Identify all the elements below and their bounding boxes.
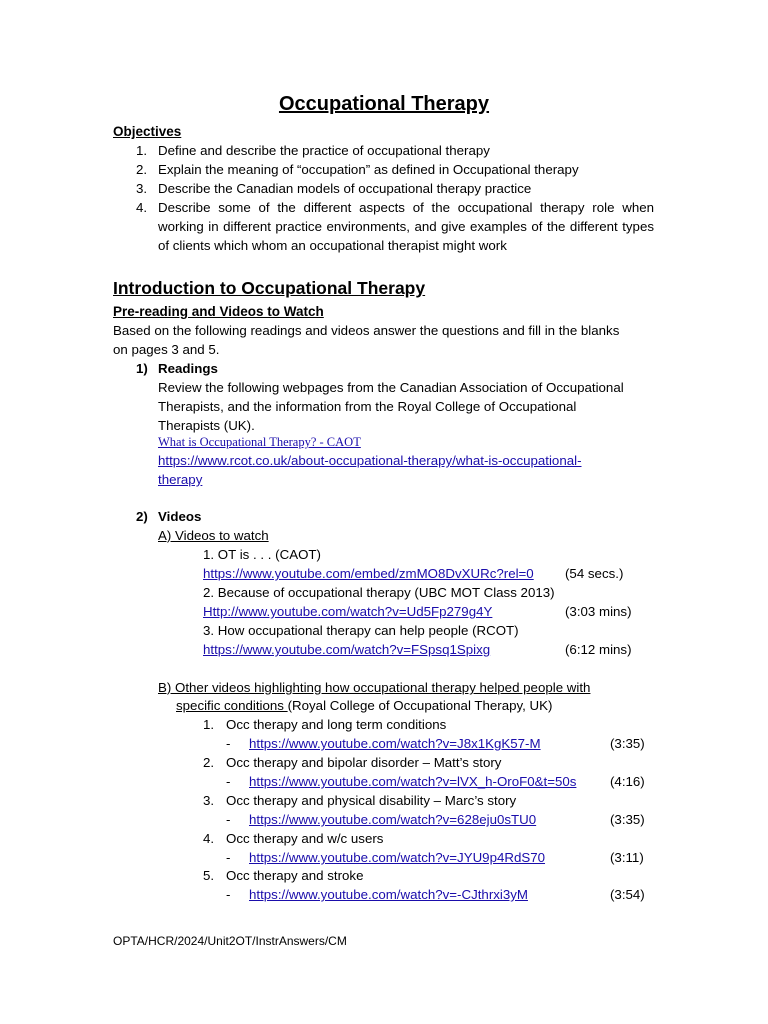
video-duration: (3:03 mins): [565, 604, 632, 619]
objective-number: 4.: [136, 200, 148, 215]
objective-text: Describe the Canadian models of occupational therapy practice: [158, 181, 532, 196]
rcot-link-continued[interactable]: therapy: [158, 472, 203, 487]
objective-text: Describe some of the different aspects of the occupational therapy role when working in different practice environments, and give examples of the different types of clients which whom an occupational therapist might work: [158, 200, 654, 253]
condition-label: Occ therapy and bipolar disorder – Matt’s story: [226, 755, 502, 770]
video-duration: (3:11): [610, 850, 644, 865]
video-duration: (6:12 mins): [565, 642, 632, 657]
condition-video-link[interactable]: https://www.youtube.com/watch?v=J8x1KgK57-M: [249, 736, 541, 751]
objective-number: 1.: [136, 143, 148, 158]
condition-label: Occ therapy and w/c users: [226, 831, 384, 846]
condition-label: Occ therapy and stroke: [226, 868, 364, 883]
instructions-text: on pages 3 and 5.: [113, 342, 220, 357]
condition-video-link[interactable]: https://www.youtube.com/watch?v=JYU9p4RdS70: [249, 850, 546, 865]
videos-b-heading-line2: [176, 696, 552, 715]
rcot-link[interactable]: https://www.rcot.co.uk/about-occupational-therapy/what-is-occupational-: [158, 453, 582, 468]
objective-number: 2.: [136, 162, 148, 177]
condition-video-link[interactable]: https://www.youtube.com/watch?v=lVX_h-OroF0&t=50s: [249, 774, 577, 789]
videos-b-heading: B) Other videos highlighting how occupational therapy helped people with: [158, 680, 591, 695]
video-label: 2. Because of occupational therapy (UBC MOT Class 2013): [203, 585, 555, 600]
condition-number: 2.: [203, 755, 215, 770]
video-label: 3. How occupational therapy can help people (RCOT): [203, 623, 519, 638]
objectives-heading: Objectives: [113, 124, 182, 139]
video-duration: (4:16): [610, 774, 645, 789]
list-number: 1): [136, 361, 148, 376]
videos-b-heading-source: (Royal College of Occupational Therapy, UK): [287, 698, 553, 713]
readings-text: Therapists (UK).: [158, 418, 255, 433]
page-title: Occupational Therapy: [278, 93, 490, 115]
dash-bullet: -: [226, 736, 231, 751]
objective-number: 3.: [136, 181, 148, 196]
video-duration: (3:54): [610, 887, 645, 902]
objective-text: Define and describe the practice of occupational therapy: [158, 143, 490, 158]
caot-link[interactable]: What is Occupational Therapy? - CAOT: [158, 435, 361, 449]
video-link[interactable]: https://www.youtube.com/embed/zmMO8DvXURc?rel=0: [203, 566, 534, 581]
condition-number: 1.: [203, 717, 215, 732]
page-footer: OPTA/HCR/2024/Unit2OT/InstrAnswers/CM: [113, 934, 347, 948]
video-duration: (54 secs.): [565, 566, 624, 581]
video-duration: (3:35): [610, 736, 645, 751]
section-heading: Introduction to Occupational Therapy: [113, 278, 426, 298]
objective-text: Explain the meaning of “occupation” as defined in Occupational therapy: [158, 162, 579, 177]
videos-heading: Videos: [158, 509, 202, 524]
condition-video-link[interactable]: https://www.youtube.com/watch?v=628eju0sTU0: [249, 812, 537, 827]
instructions-text: Based on the following readings and videos answer the questions and fill in the blanks: [113, 323, 620, 338]
condition-number: 3.: [203, 793, 215, 808]
condition-number: 5.: [203, 868, 215, 883]
condition-label: Occ therapy and long term conditions: [226, 717, 447, 732]
video-link[interactable]: https://www.youtube.com/watch?v=FSpsq1Spixg: [203, 642, 491, 657]
readings-text: Review the following webpages from the Canadian Association of Occupational: [158, 380, 624, 395]
video-duration: (3:35): [610, 812, 645, 827]
condition-number: 4.: [203, 831, 215, 846]
video-link[interactable]: Http://www.youtube.com/watch?v=Ud5Fp279g4Y: [203, 604, 493, 619]
video-label: 1. OT is . . . (CAOT): [203, 547, 321, 562]
videos-a-heading: A) Videos to watch: [158, 528, 269, 543]
condition-label: Occ therapy and physical disability – Marc’s story: [226, 793, 517, 808]
list-number: 2): [136, 509, 148, 524]
videos-b-heading-underlined: specific conditions: [176, 698, 288, 713]
section-subheading: Pre-reading and Videos to Watch: [113, 304, 324, 319]
readings-heading: Readings: [158, 361, 218, 376]
readings-text: Therapists, and the information from the Royal College of Occupational: [158, 399, 577, 414]
condition-video-link[interactable]: https://www.youtube.com/watch?v=-CJthrxi3yM: [249, 887, 528, 902]
dash-bullet: -: [226, 887, 231, 902]
dash-bullet: -: [226, 812, 231, 827]
dash-bullet: -: [226, 774, 231, 789]
dash-bullet: -: [226, 850, 231, 865]
